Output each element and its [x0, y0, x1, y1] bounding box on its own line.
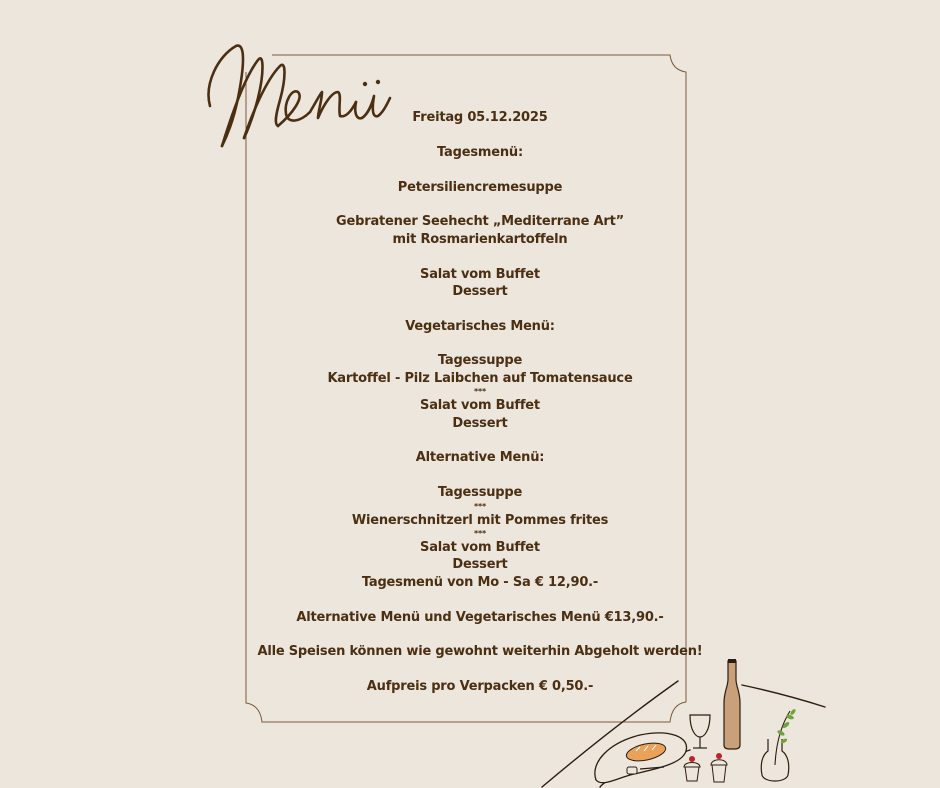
tagesmenu-item: Dessert: [452, 283, 508, 299]
tagesmenu-item: mit Rosmarienkartoffeln: [392, 231, 568, 247]
vegetarian-item: Kartoffel - Pilz Laibchen auf Tomatensauce: [327, 370, 633, 386]
table-edge: [742, 685, 825, 707]
separator-stars: ***: [474, 501, 486, 511]
menu-text-block: [230, 109, 730, 696]
umlaut-dot-left: [363, 82, 367, 86]
wine-glass-icon: [690, 715, 710, 748]
tagesmenu-item: Petersiliencremesuppe: [397, 179, 563, 195]
price-tagesmenu: Tagesmenü von Mo - Sa € 12,90.-: [361, 574, 599, 590]
packaging-surcharge: Aufpreis pro Verpacken € 0,50.-: [366, 679, 594, 695]
vegetarian-item: Salat vom Buffet: [420, 398, 540, 414]
tagesmenu-item: Gebratener Seehecht „Mediterrane Art”: [336, 214, 624, 230]
separator-stars: ***: [474, 387, 486, 397]
alternative-item: Wienerschnitzerl mit Pommes frites: [351, 512, 609, 528]
price-alternative-vegetarian: Alternative Menü und Vegetarisches Menü €13,90.-: [296, 609, 664, 625]
separator-stars: ***: [474, 528, 486, 538]
alternative-item: Tagessuppe: [437, 485, 523, 501]
cupcake-icon: [711, 753, 727, 782]
umlaut-dot-right: [376, 80, 380, 84]
table-illustration: [540, 655, 840, 788]
vegetarian-heading: Vegetarisches Menü:: [405, 318, 555, 334]
vegetarian-item: Dessert: [452, 415, 508, 431]
alternative-heading: Alternative Menü:: [415, 450, 545, 466]
cupcake-icon: [684, 756, 700, 781]
bread-plate-icon: [595, 733, 687, 783]
alternative-item: Dessert: [452, 557, 508, 573]
tagesmenu-item: Salat vom Buffet: [420, 266, 540, 282]
date-line: Freitag 05.12.2025: [412, 110, 548, 125]
vase-plant-icon: [761, 708, 796, 781]
wine-bottle-icon: [724, 659, 740, 749]
takeaway-notice: Alle Speisen können wie gewohnt weiterhin Abgeholt werden!: [257, 644, 703, 660]
vegetarian-item: Tagessuppe: [437, 353, 523, 369]
tagesmenu-heading: Tagesmenü:: [437, 144, 523, 160]
alternative-item: Salat vom Buffet: [420, 539, 540, 555]
